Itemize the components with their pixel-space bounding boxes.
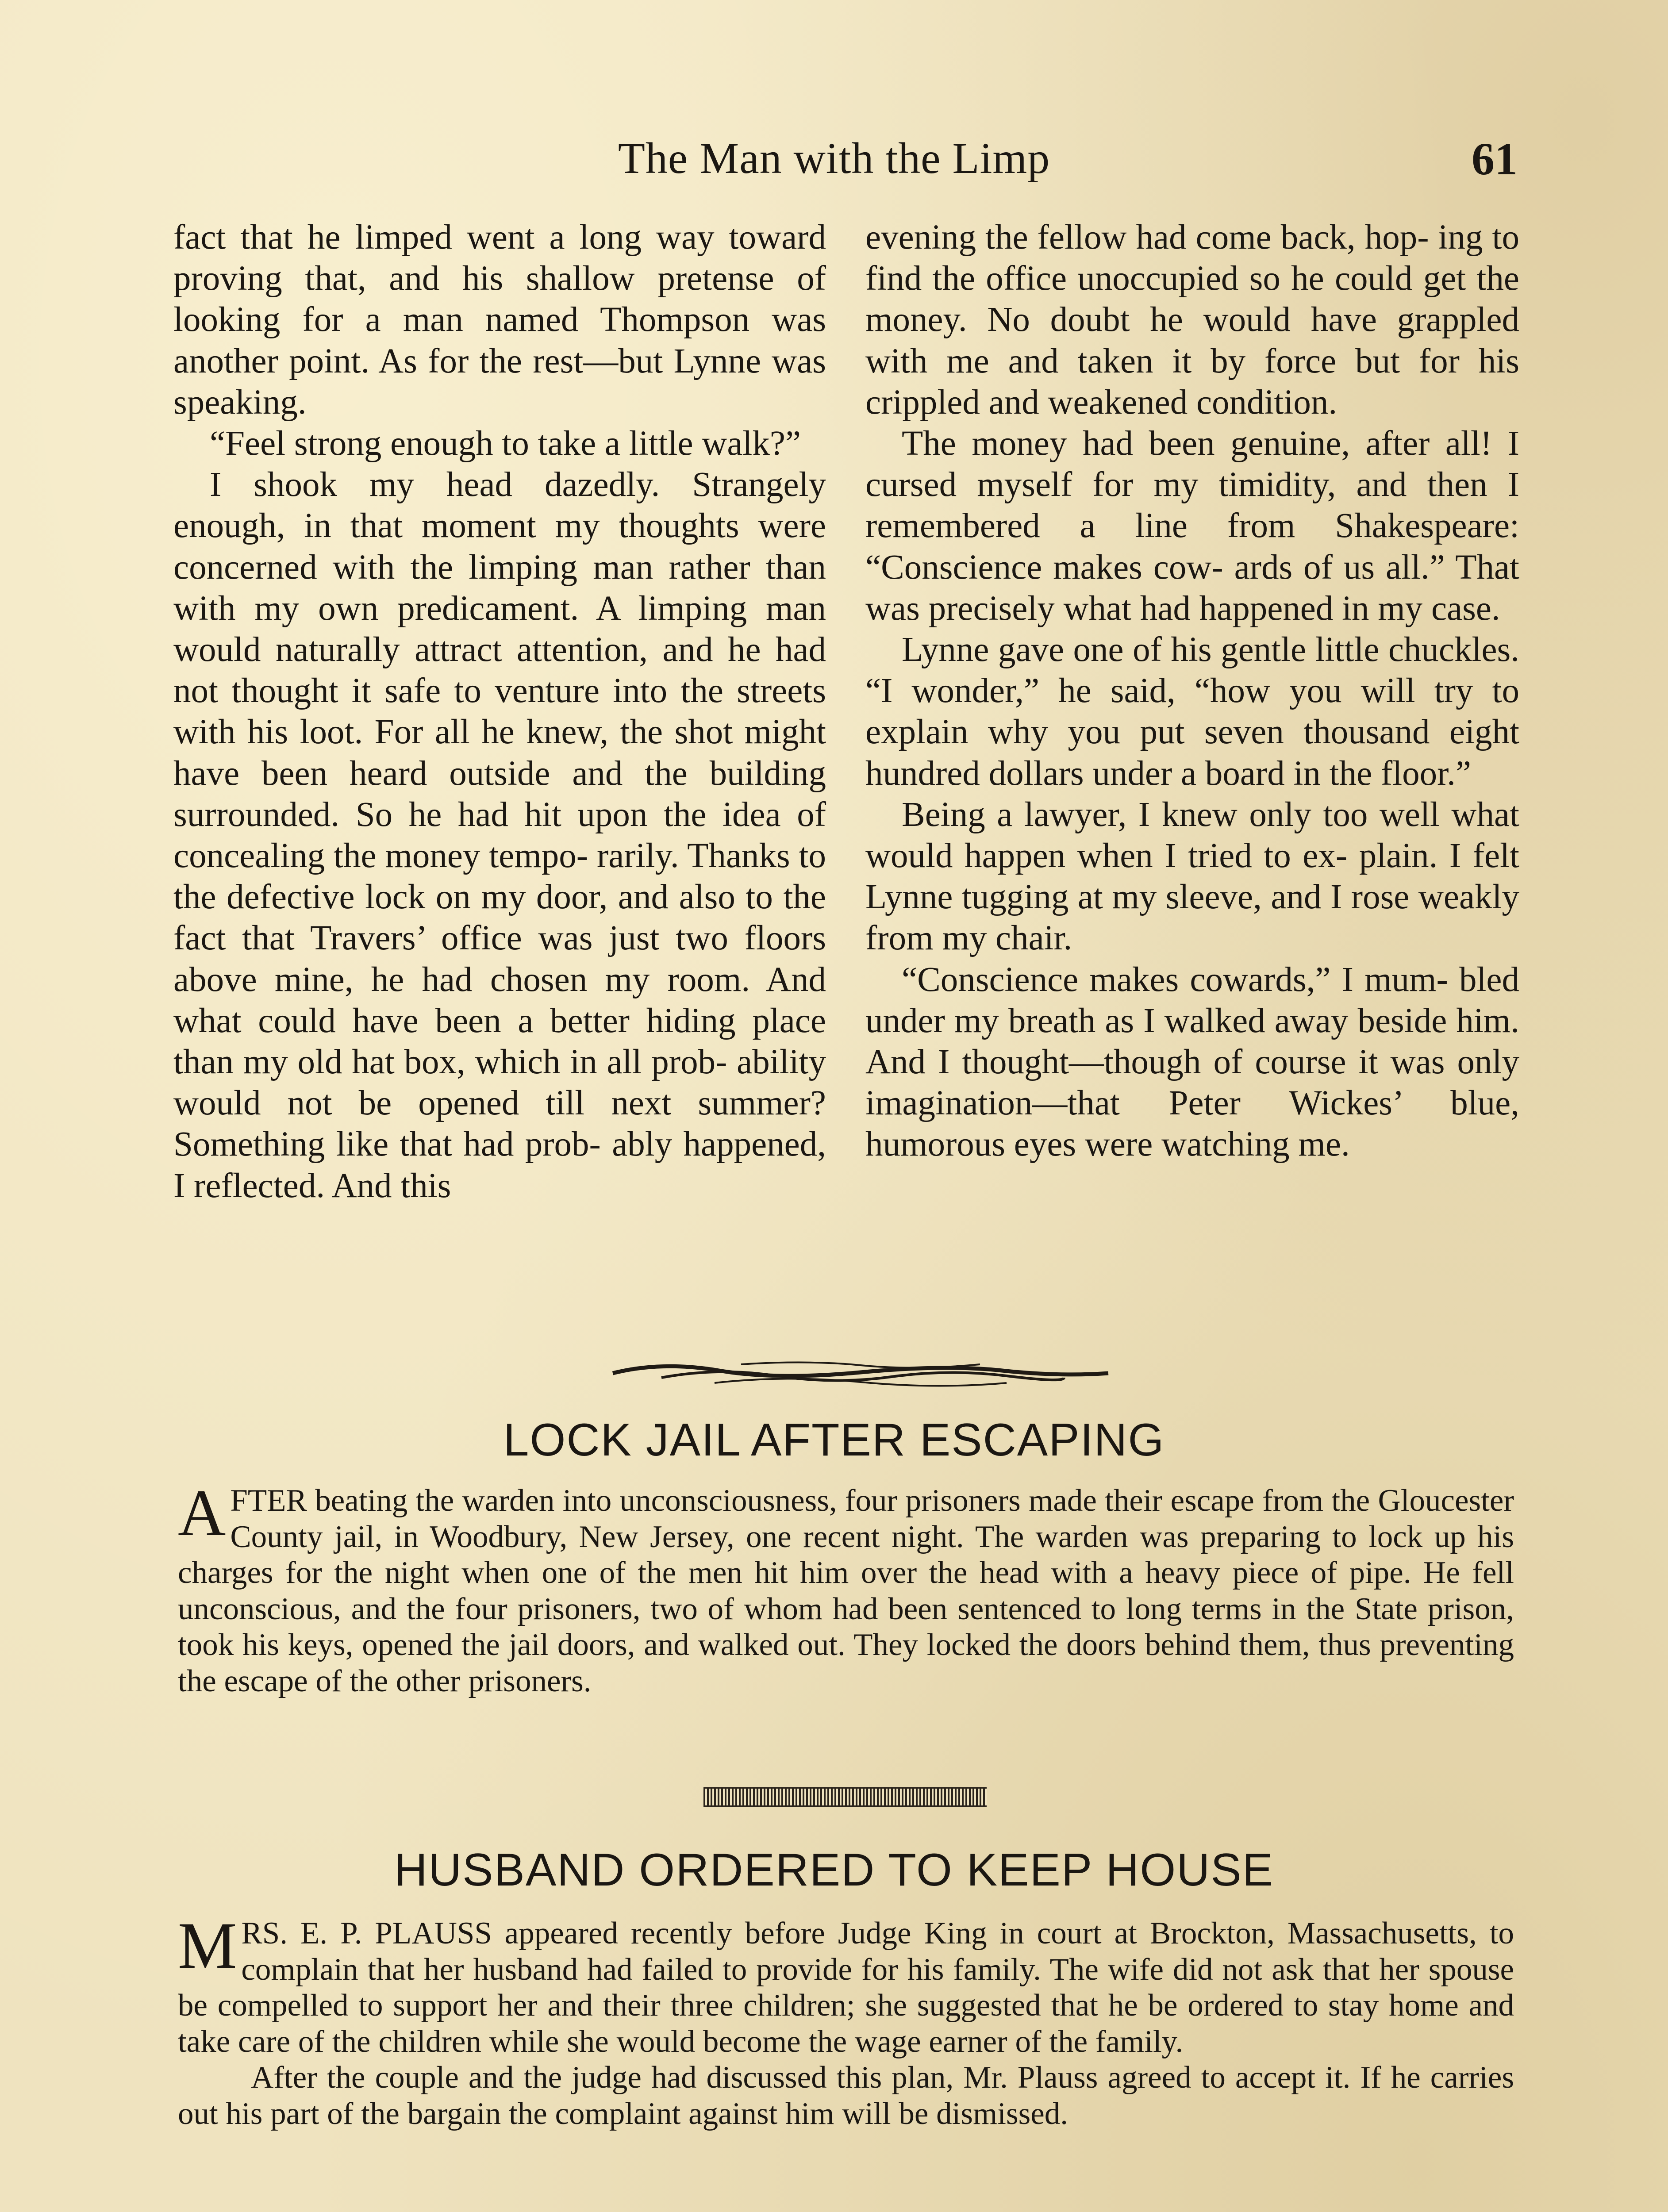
article-body: RS. E. P. PLAUSS appeared recently before Judge King in court at Brockton, Massachusetts, to complain that her husband had failed to provide for his family. The wife did not ask that her spouse be compelled to support her and their three children; she suggested that he be ordered to stay home and take care of the children while she would become the wage earner of the family. [178,1916,1514,2059]
article-body: FTER beating the warden into unconsciousness, four prisoners made their escape from the Gloucester County jail, in Woodbury, New Jersey, one recent night. The warden was preparing to lock up his charges for the night when one of the men hit him over the head with a heavy piece of pipe. He fell unconscious, and the four prisoners, two of whom had been sentenced to long terms in the State prison, took his keys, opened the jail doors, and walked out. They locked the doors behind them, thus preventing the escape of the other prisoners. [178,1483,1514,1698]
story-paragraph: evening the fellow had come back, hop- ing to find the office unoccupied so he could get the money. No doubt he would have grappled with me and taken it by force but for his crippled and weakened condition. [865,218,1519,422]
wave-ornament-divider [608,1357,1113,1389]
story-paragraph: fact that he limped went a long way toward proving that, and his shallow pretense of looking for a man named Thompson was another point. As for the rest—but Lynne was speaking. [173,218,826,422]
story-paragraph: “Conscience makes cowards,” I mum- bled under my breath as I walked away beside him. And I thought—though of course it was only imagination—that Peter Wickes’ blue, humorous eyes were watching me. [865,960,1519,1164]
article-paragraph [178,1909,1514,2060]
article-lock-jail [178,1476,1514,1699]
article-headline: LOCK JAIL AFTER ESCAPING [503,1414,1165,1466]
article-paragraph [178,1476,1514,1699]
story-paragraph: Lynne gave one of his gentle little chuckles. “I wonder,” he said, “how you will try to explain why you put seven thousand eight hundred dollars under a board in the floor.” [865,630,1519,793]
article-husband-keep-house [178,1909,1514,2132]
drop-cap: M [178,1909,237,1982]
story-paragraph: “Feel strong enough to take a little walk?” [210,424,801,463]
drop-cap: A [178,1476,226,1550]
story-paragraph: I shook my head dazedly. Strangely enough, in that moment my thoughts were concerned with the limping man rather than with my own predicament. A limping man would naturally attract attention, and he had not thought it safe to venture into the streets with his loot. For all he knew, the shot might have been heard outside and the building surrounded. So he had hit upon the idea of concealing the money tempo- rarily. Thanks to the defective lock on my door, and also to the fact that Travers’ office was just two floors above mine, he had chosen my room. And what could have been a better hiding place than my old hat box, which in all prob- ability would not be opened till next summer? Something like that had prob- ably happened, I reflected. And this [173,465,826,1205]
running-title: The Man with the Limp [618,134,1050,183]
hatched-rule-divider [703,1787,987,1807]
story-left-column [173,217,826,1206]
article-paragraph: After the couple and the judge had discussed this plan, Mr. Plauss agreed to accept it. If he carries out his part of the bargain the complaint against him will be dismissed. [178,2060,1514,2131]
story-paragraph: The money had been genuine, after all! I cursed myself for my timidity, and then I remembered a line from Shakespeare: “Conscience makes cow- ards of us all.” That was precisely what had happened in my case. [865,424,1519,628]
article-headline: HUSBAND ORDERED TO KEEP HOUSE [394,1844,1274,1896]
story-right-column [865,217,1519,1165]
page-number: 61 [1472,134,1518,184]
story-paragraph: Being a lawyer, I knew only too well what would happen when I tried to ex- plain. I felt Lynne tugging at my sleeve, and I rose weakly from my chair. [865,795,1519,958]
